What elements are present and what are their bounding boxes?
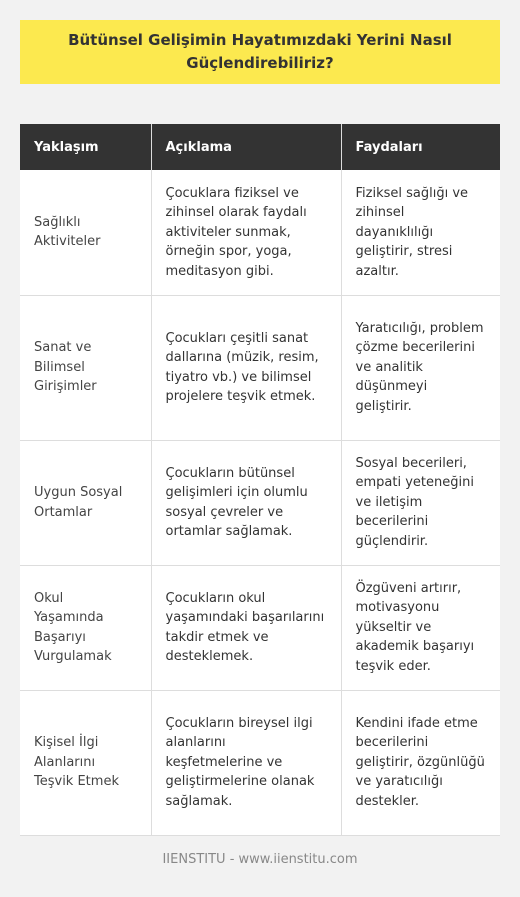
cell-benefits: Sosyal becerileri, empati yeteneğini ve iletişim becerilerini güçlendirir. [341,440,500,565]
table-header-row [20,124,500,170]
page-title: Bütünsel Gelişimin Hayatımızdaki Yerini Nasıl Güçlendirebiliriz? [68,31,452,72]
cell-approach: Sağlıklı Aktiviteler [20,170,151,295]
cell-approach: Kişisel İlgi Alanlarını Teşvik Etmek [20,690,151,835]
cell-description: Çocukların okul yaşamındaki başarılarını takdir etmek ve desteklemek. [151,565,341,690]
cell-benefits: Fiziksel sağlığı ve zihinsel dayanıklılığı geliştirir, stresi azaltır. [341,170,500,295]
cell-approach: Uygun Sosyal Ortamlar [20,440,151,565]
approach-table [20,124,500,836]
cell-description: Çocukları çeşitli sanat dallarına (müzik, resim, tiyatro vb.) ve bilimsel projelere teşvik etmek. [151,295,341,440]
table-row [20,565,500,690]
table-row [20,690,500,835]
cell-benefits: Kendini ifade etme becerilerini geliştirir, özgünlüğü ve yaratıcılığı destekler. [341,690,500,835]
cell-description: Çocukların bireysel ilgi alanlarını keşfetmelerine ve geliştirmelerine olanak sağlamak. [151,690,341,835]
footer-credit: IIENSTITU - www.iienstitu.com [162,852,358,867]
cell-benefits: Yaratıcılığı, problem çözme becerilerini ve analitik düşünmeyi geliştirir. [341,295,500,440]
table-row [20,170,500,295]
cell-approach: Okul Yaşamında Başarıyı Vurgulamak [20,565,151,690]
cell-description: Çocukların bütünsel gelişimleri için olumlu sosyal çevreler ve ortamlar sağlamak. [151,440,341,565]
header-description: Açıklama [151,124,341,170]
table-row [20,295,500,440]
cell-approach: Sanat ve Bilimsel Girişimler [20,295,151,440]
header-approach: Yaklaşım [20,124,151,170]
table-row [20,440,500,565]
title-banner [20,20,500,84]
cell-description: Çocuklara fiziksel ve zihinsel olarak faydalı aktiviteler sunmak, örneğin spor, yoga, meditasyon gibi. [151,170,341,295]
cell-benefits: Özgüveni artırır, motivasyonu yükseltir ve akademik başarıyı teşvik eder. [341,565,500,690]
header-benefits: Faydaları [341,124,500,170]
